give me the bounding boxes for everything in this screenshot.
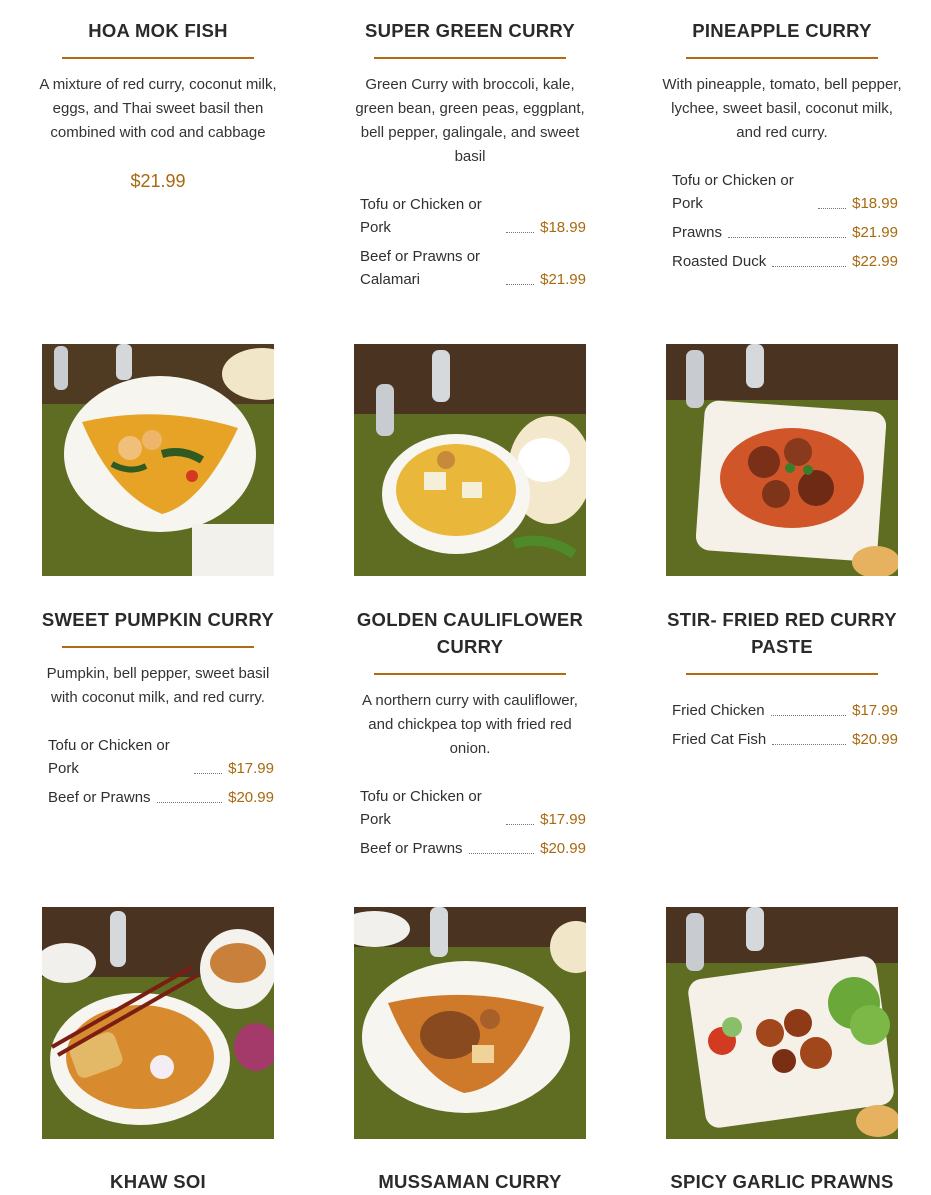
dish-description: A northern curry with cauliflower, and chickpea top with fried red onion. <box>362 692 578 757</box>
dish-title: SUPER GREEN CURRY <box>365 20 575 41</box>
option-name: Tofu or Chicken or Pork <box>360 788 482 828</box>
price-row <box>672 699 898 722</box>
option-name: Prawns <box>672 224 723 241</box>
price-row <box>672 169 898 215</box>
option-name: Beef or Prawns <box>360 840 463 857</box>
option-price: $18.99 <box>852 195 898 212</box>
option-price: $21.99 <box>540 271 586 288</box>
option-price: $17.99 <box>540 811 586 828</box>
dish-title: HOA MOK FISH <box>88 20 228 41</box>
option-name: Fried Chicken <box>672 702 765 719</box>
price-row <box>672 250 898 273</box>
price-row <box>672 221 898 244</box>
price-row <box>672 728 898 751</box>
dish-photo-spicy-garlic-prawns[interactable] <box>666 907 898 1139</box>
dish-price: $21.99 <box>130 171 186 191</box>
menu-item-sweet-pumpkin-curry <box>32 606 284 815</box>
title-divider <box>374 673 566 675</box>
price-list <box>360 193 586 291</box>
dish-description: A mixture of red curry, coconut milk, eggs, and Thai sweet basil then combined with cod and cabbage <box>39 76 277 141</box>
dot-leader <box>157 802 223 803</box>
price-row <box>360 193 586 239</box>
menu-item-stir-fried-red-curry-paste <box>656 606 908 757</box>
dish-title: STIR- FRIED RED CURRY PASTE <box>667 609 897 657</box>
option-name: Fried Cat Fish <box>672 731 767 748</box>
dot-leader <box>772 744 846 745</box>
dot-leader <box>506 232 534 233</box>
title-divider <box>686 57 878 59</box>
option-name: Beef or Prawns <box>48 789 151 806</box>
dot-leader <box>771 715 847 716</box>
dot-leader <box>194 773 222 774</box>
title-divider <box>374 57 566 59</box>
price-list <box>672 699 898 751</box>
dot-leader <box>772 266 846 267</box>
dish-photo-khaw-soi[interactable] <box>42 907 274 1139</box>
menu-item-pineapple-curry <box>656 17 908 279</box>
option-name: Beef or Prawns or Calamari <box>360 248 481 288</box>
option-price: $18.99 <box>540 219 586 236</box>
title-divider <box>62 57 254 59</box>
option-name: Tofu or Chicken or Pork <box>360 196 482 236</box>
dot-leader <box>469 853 535 854</box>
dish-description: Green Curry with broccoli, kale, green bean, green peas, eggplant, bell pepper, galingale, and sweet basil <box>355 76 585 165</box>
dish-photo-stir-fried-red-curry-paste[interactable] <box>666 344 898 576</box>
dish-title: MUSSAMAN CURRY <box>378 1171 562 1192</box>
option-name: Tofu or Chicken or Pork <box>48 737 170 777</box>
dish-photo-sweet-pumpkin-curry[interactable] <box>42 344 274 576</box>
dish-photo-golden-cauliflower-curry[interactable] <box>354 344 586 576</box>
dot-leader <box>818 208 846 209</box>
title-divider <box>686 673 878 675</box>
dot-leader <box>728 237 846 238</box>
option-price: $22.99 <box>852 253 898 270</box>
price-row <box>360 245 586 291</box>
dish-description: With pineapple, tomato, bell pepper, lychee, sweet basil, coconut milk, and red curry. <box>662 76 902 141</box>
option-name: Tofu or Chicken or Pork <box>672 172 794 212</box>
option-price: $20.99 <box>228 789 274 806</box>
menu-item-hoa-mok-fish <box>32 17 284 192</box>
price-row <box>360 785 586 831</box>
price-list <box>360 785 586 860</box>
option-price: $21.99 <box>852 224 898 241</box>
menu-item-super-green-curry <box>344 17 596 297</box>
title-divider <box>62 646 254 648</box>
dish-title: SWEET PUMPKIN CURRY <box>41 609 275 630</box>
dish-photo-mussaman-curry[interactable] <box>354 907 586 1139</box>
option-price: $17.99 <box>228 760 274 777</box>
option-price: $20.99 <box>852 731 898 748</box>
option-name: Roasted Duck <box>672 253 767 270</box>
price-row <box>360 837 586 860</box>
dot-leader <box>506 284 534 285</box>
price-list <box>672 169 898 273</box>
dish-title: KHAW SOI <box>110 1171 206 1192</box>
dish-title: SPICY GARLIC PRAWNS <box>670 1171 894 1192</box>
option-price: $20.99 <box>540 840 586 857</box>
dish-title: PINEAPPLE CURRY <box>692 20 872 41</box>
dish-description: Pumpkin, bell pepper, sweet basil with coconut milk, and red curry. <box>46 665 270 706</box>
dot-leader <box>506 824 534 825</box>
dish-title: GOLDEN CAULIFLOWER CURRY <box>356 609 584 657</box>
price-row <box>48 734 274 780</box>
price-row <box>48 786 274 809</box>
price-list <box>48 734 274 809</box>
menu-item-golden-cauliflower-curry <box>344 606 596 866</box>
option-price: $17.99 <box>852 702 898 719</box>
